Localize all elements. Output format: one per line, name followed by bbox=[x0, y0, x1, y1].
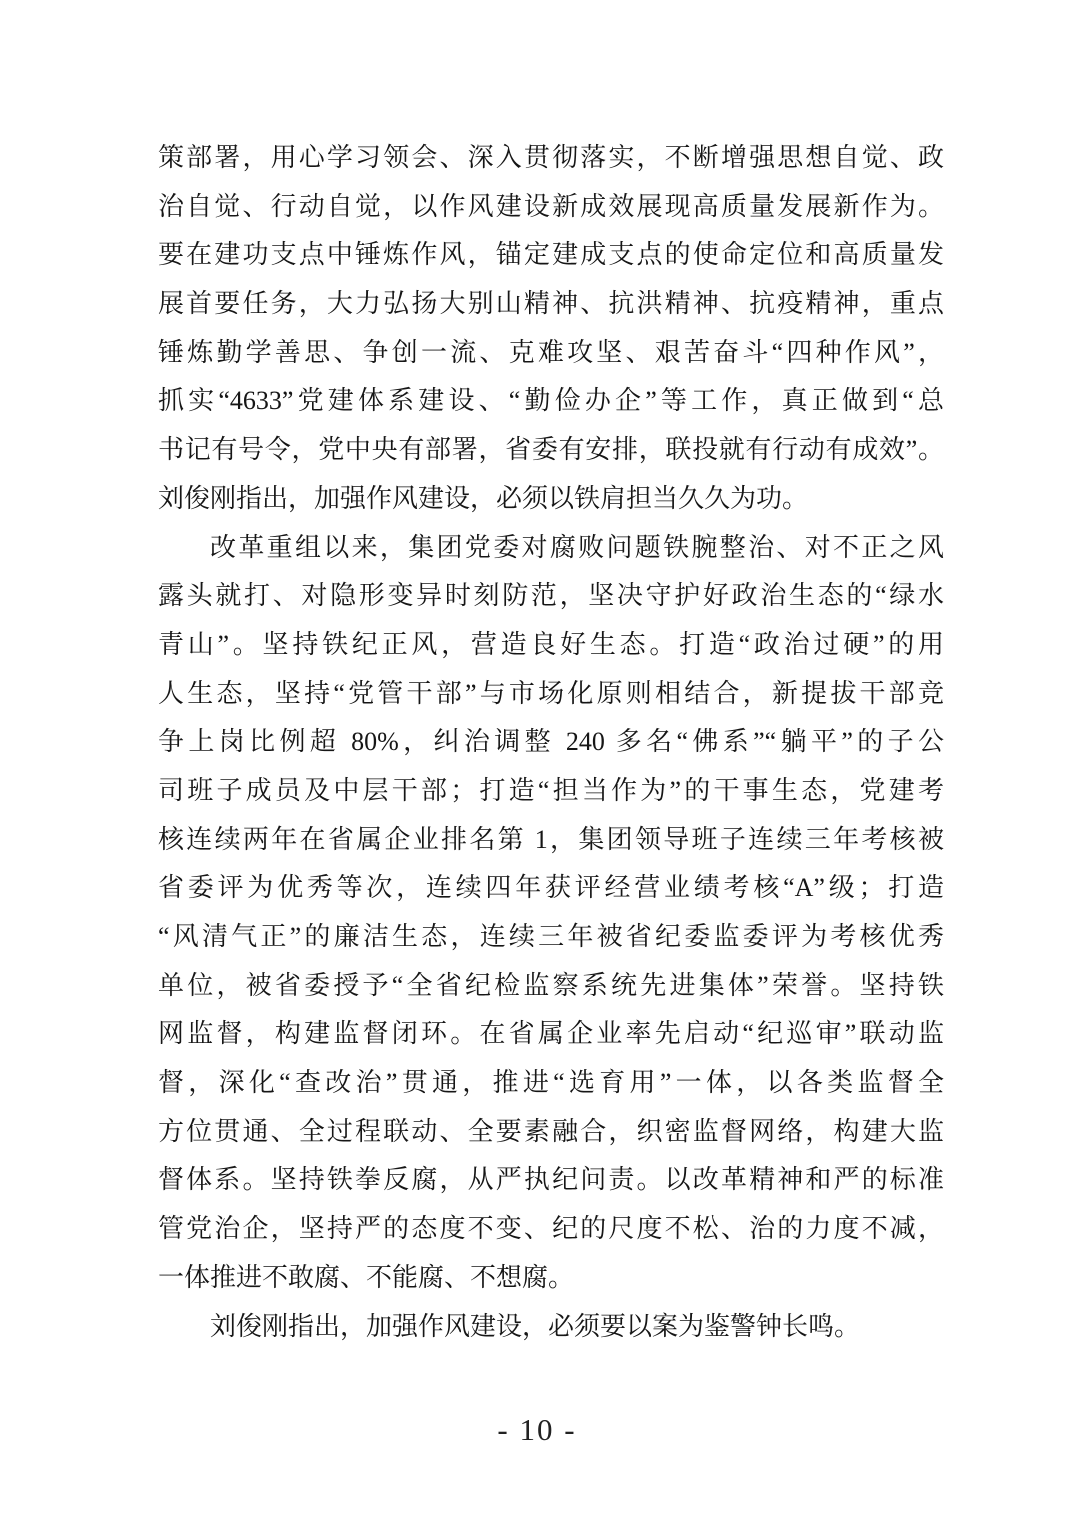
text-line: 青山”。坚持铁纪正风，营造良好生态。打造“政治过硬”的用 bbox=[158, 629, 944, 659]
text-line: 露头就打、对隐形变异时刻防范，坚决守护好政治生态的“绿水 bbox=[158, 581, 944, 611]
text-line: 一体推进不敢腐、不能腐、不想腐。 bbox=[158, 1262, 575, 1292]
text-line: 展首要任务，大力弘扬大别山精神、抗洪精神、抗疫精神，重点 bbox=[158, 289, 944, 319]
text-line: 省委评为优秀等次，连续四年获评经营业绩考核“A”级；打造 bbox=[158, 873, 944, 903]
text-line: “风清气正”的廉洁生态，连续三年被省纪委监委评为考核优秀 bbox=[158, 922, 944, 951]
text-line: 锤炼勤学善思、争创一流、克难攻坚、艰苦奋斗“四种作风”， bbox=[158, 337, 944, 367]
document-body-text bbox=[158, 134, 944, 1351]
text-line: 督体系。坚持铁拳反腐，从严执纪问责。以改革精神和严的标准 bbox=[158, 1165, 944, 1195]
text-line: 单位，被省委授予“全省纪检监察系统先进集体”荣誉。坚持铁 bbox=[158, 970, 944, 1000]
text-line: 策部署，用心学习领会、深入贯彻落实，不断增强思想自觉、政 bbox=[158, 143, 944, 172]
text-line: 要在建功支点中锤炼作风，锚定建成支点的使命定位和高质量发 bbox=[158, 240, 944, 270]
text-line: 刘俊刚指出，加强作风建设，必须以铁肩担当久久为功。 bbox=[158, 483, 809, 513]
text-line: 管党治企，坚持严的态度不变、纪的尺度不松、治的力度不减， bbox=[158, 1214, 944, 1244]
text-line: 争上岗比例超 80%，纠治调整 240 多名“佛系”“躺平”的子公 bbox=[158, 727, 944, 757]
text-line: 治自觉、行动自觉，以作风建设新成效展现高质量发展新作为。 bbox=[158, 191, 944, 221]
text-line: 网监督，构建监督闭环。在省属企业率先启动“纪巡审”联动监 bbox=[158, 1019, 944, 1049]
text-line: 改革重组以来，集团党委对腐败问题铁腕整治、对不正之风 bbox=[210, 532, 944, 562]
text-line: 核连续两年在省属企业排名第 1，集团领导班子连续三年考核被 bbox=[158, 824, 944, 854]
text-line: 司班子成员及中层干部；打造“担当作为”的干事生态，党建考 bbox=[158, 775, 944, 805]
text-line: 督，深化“查改治”贯通，推进“选育用”一体，以各类监督全 bbox=[158, 1068, 944, 1098]
text-line: 人生态，坚持“党管干部”与市场化原则相结合，新提拔干部竞 bbox=[158, 678, 944, 708]
text-line: 抓实“4633”党建体系建设、“勤俭办企”等工作，真正做到“总 bbox=[158, 386, 944, 416]
page-number: - 10 - bbox=[497, 1412, 577, 1447]
text-line: 刘俊刚指出，加强作风建设，必须要以案为鉴警钟长鸣。 bbox=[210, 1311, 861, 1341]
text-line: 方位贯通、全过程联动、全要素融合，织密监督网络，构建大监 bbox=[158, 1116, 944, 1146]
text-line: 书记有号令，党中央有部署，省委有安排，联投就有行动有成效”。 bbox=[158, 435, 944, 465]
